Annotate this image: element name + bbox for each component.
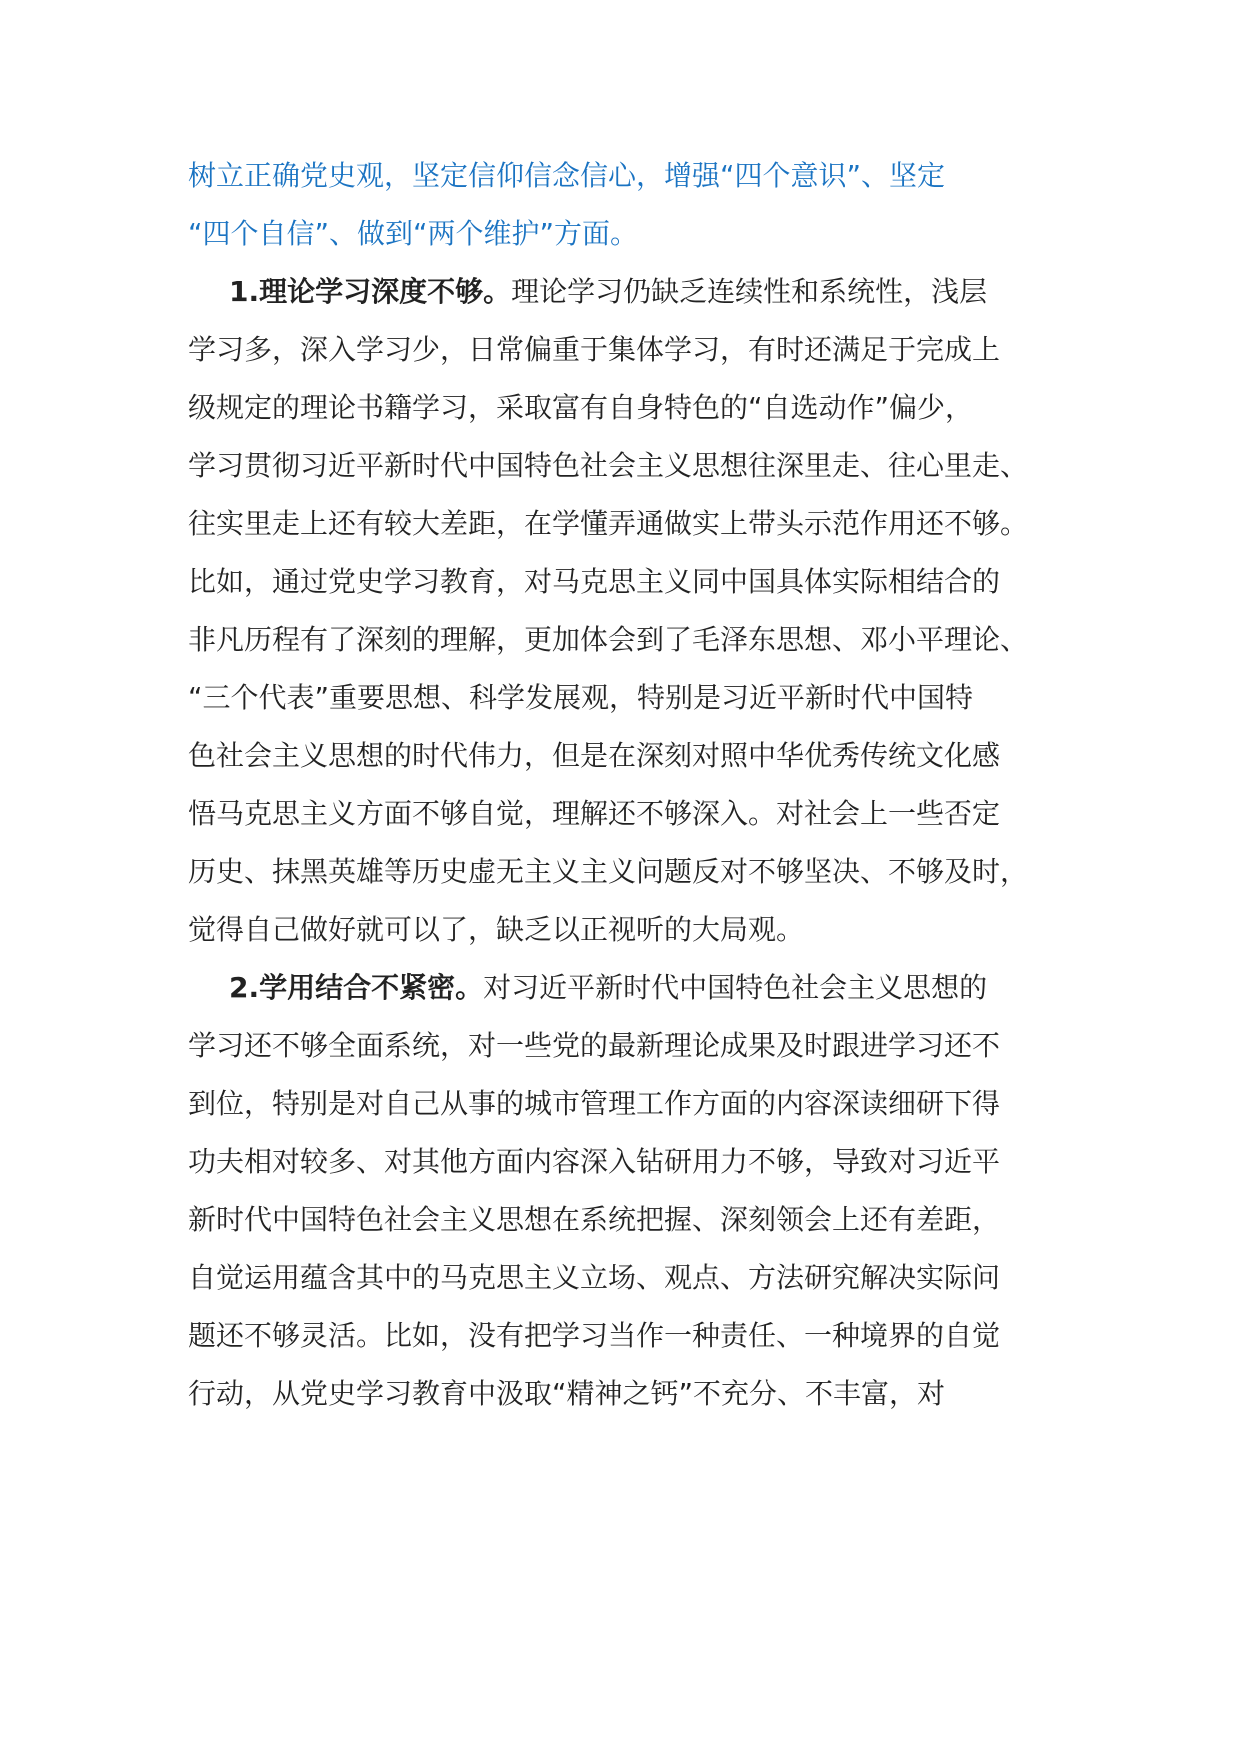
paragraph-1-first-line-text: 理论学习仍缺乏连续性和系统性，浅层 — [511, 275, 988, 308]
paragraph-2-first-line-text: 对习近平新时代中国特色社会主义思想的 — [483, 971, 988, 1004]
paragraph-2-line: 到位，特别是对自己从事的城市管理工作方面的内容深读细研下得 — [188, 1087, 1001, 1120]
paragraph-2-line: 新时代中国特色社会主义思想在系统把握、深刻领会上还有差距， — [188, 1203, 1001, 1236]
paragraph-1-line: 级规定的理论书籍学习，采取富有自身特色的“自选动作”偏少， — [188, 391, 974, 424]
paragraph-2-lead: 2.学用结合不紧密。 — [229, 971, 484, 1004]
paragraph-1-line: 比如，通过党史学习教育，对马克思主义同中国具体实际相结合的 — [188, 565, 1001, 598]
paragraph-2-first-line — [229, 968, 987, 1008]
paragraph-1-line: 学习多，深入学习少，日常偏重于集体学习，有时还满足于完成上 — [188, 333, 1001, 366]
paragraph-1-lead: 1.理论学习深度不够。 — [229, 275, 512, 308]
paragraph-2-line: 功夫相对较多、对其他方面内容深入钻研用力不够，导致对习近平 — [188, 1145, 1001, 1178]
paragraph-1-first-line — [229, 272, 987, 312]
paragraph-2-line: 学习还不够全面系统，对一些党的最新理论成果及时跟进学习还不 — [188, 1029, 1001, 1062]
paragraph-1-line: 色社会主义思想的时代伟力，但是在深刻对照中华优秀传统文化感 — [188, 739, 1001, 772]
paragraph-2-line: 自觉运用蕴含其中的马克思主义立场、观点、方法研究解决实际问 — [188, 1261, 1001, 1294]
paragraph-1-line: 往实里走上还有较大差距，在学懂弄通做实上带头示范作用还不够。 — [188, 507, 1029, 540]
paragraph-1-line: 悟马克思主义方面不够自觉，理解还不够深入。对社会上一些否定 — [188, 797, 1001, 830]
paragraph-1-line: “三个代表”重要思想、科学发展观，特别是习近平新时代中国特 — [188, 681, 974, 714]
paragraph-1-line: 历史、抹黑英雄等历史虚无主义主义问题反对不够坚决、不够及时， — [188, 855, 1029, 888]
section-heading-line-1: 树立正确党史观，坚定信仰信念信心，增强“四个意识”、坚定 — [188, 159, 946, 192]
paragraph-2-line: 行动，从党史学习教育中汲取“精神之钙”不充分、不丰富，对 — [188, 1377, 946, 1410]
paragraph-2-line: 题还不够灵活。比如，没有把学习当作一种责任、一种境界的自觉 — [188, 1319, 1001, 1352]
paragraph-1-line: 学习贯彻习近平新时代中国特色社会主义思想往深里走、往心里走、 — [188, 449, 1029, 482]
section-heading-line-2: “四个自信”、做到“两个维护”方面。 — [188, 217, 639, 250]
paragraph-1-line: 觉得自己做好就可以了，缺乏以正视听的大局观。 — [188, 913, 805, 946]
paragraph-1-line: 非凡历程有了深刻的理解，更加体会到了毛泽东思想、邓小平理论、 — [188, 623, 1029, 656]
